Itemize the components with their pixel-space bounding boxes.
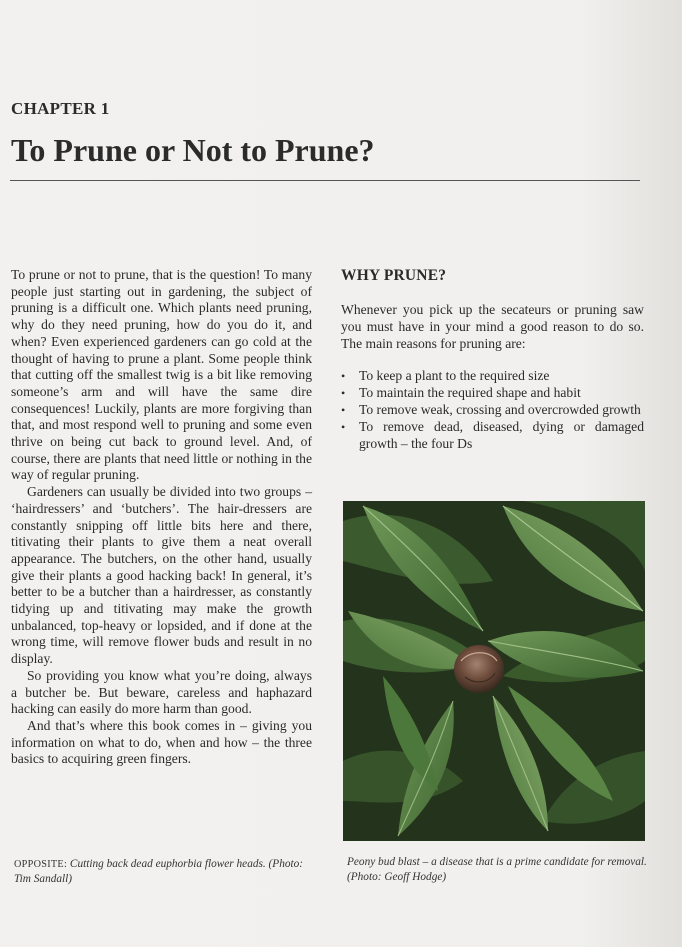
list-item [341, 419, 644, 453]
bullet-icon: • [341, 369, 346, 384]
chapter-label: CHAPTER 1 [11, 99, 110, 118]
body-text-column [11, 267, 312, 768]
peony-bud-blast-photo [343, 501, 645, 841]
reasons-list [341, 368, 644, 452]
reason-text: To maintain the required shape and habit [359, 385, 581, 401]
bullet-icon: • [341, 386, 346, 401]
title-divider [10, 180, 640, 181]
why-prune-section [341, 267, 644, 452]
caption-text: Cutting back dead euphorbia flower heads. (Photo: Tim Sandall) [14, 858, 304, 885]
opposite-caption [14, 857, 314, 887]
photo-caption: Peony bud blast – a disease that is a prime candidate for removal. (Photo: Geoff Hodge) [347, 856, 647, 883]
chapter-title: To Prune or Not to Prune? [11, 132, 375, 168]
reason-text: To remove weak, crossing and overcrowded growth [359, 401, 641, 417]
body-paragraph-3: So providing you know what you’re doing, always a butcher be. But beware, careless and haphazard hacking can easily do more harm than good. [11, 667, 312, 717]
body-paragraph-4: And that’s where this book comes in – giving you information on what to do, when and how – the three basics to acquiring green fingers. [11, 717, 312, 767]
list-item [341, 385, 644, 402]
bullet-icon: • [341, 419, 346, 434]
body-paragraph-1: To prune or not to prune, that is the question! To many people just starting out in gardening, the subject of pruning is a difficult one. Which plants need pruning, why do they need pruning, how do you do it, and when? Even experienced gardeners can go cold at the thought of having to prune a plant. Some people think that cutting off the smallest twig is a bit like removing someone’s arm and will have the same dire consequences! Luckily, plants are more forgiving than that, and most respond well to pruning and some even thrive on being cut back to ground level. And, of course, there are plants that need little or nothing in the way of regular pruning. [11, 267, 312, 483]
peony-foliage-illustration [343, 501, 645, 841]
reason-text: To keep a plant to the required size [359, 368, 550, 384]
list-item [341, 402, 644, 419]
section-heading: WHY PRUNE? [341, 267, 447, 284]
reason-text: To remove dead, diseased, dying or damaged growth – the four Ds [359, 418, 644, 451]
list-item [341, 368, 644, 385]
bullet-icon: • [341, 402, 346, 417]
body-paragraph-2: Gardeners can usually be divided into two groups – ‘hairdressers’ and ‘butchers’. The hair-dressers are constantly snipping off little bits here and there, titivating their plants to give them a neat overall appearance. The butchers, on the other hand, usually give their plants a good hacking back! In general, it’s better to be a butcher than a hairdresser, as constantly tidying up and titivating may make the growth unbalanced, top-heavy or lopsided, and if done at the wrong time, will remove flower buds and result in no display. [11, 484, 312, 667]
caption-lead: OPPOSITE: [14, 859, 68, 870]
section-intro: Whenever you pick up the secateurs or pruning saw you must have in your mind a good reason to do so. The main reasons for pruning are: [341, 302, 644, 351]
